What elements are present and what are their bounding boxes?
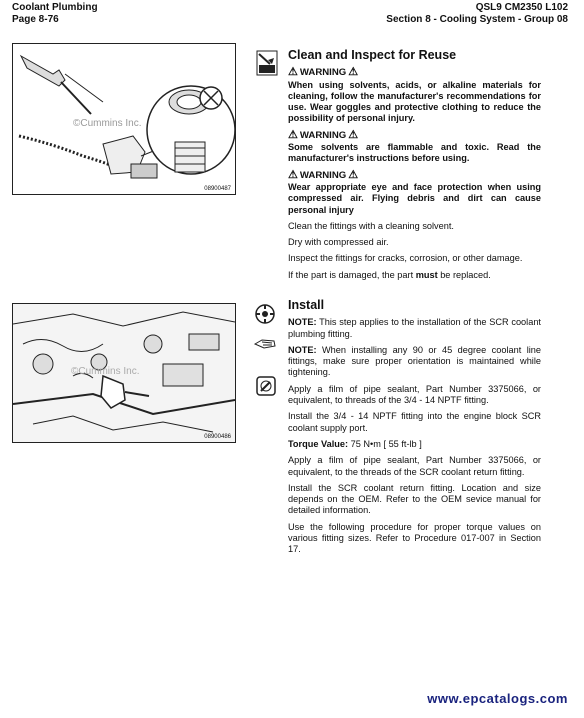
torque-wrench-icon <box>256 376 276 401</box>
header-section: Section 8 - Cooling System - Group 08 <box>386 14 568 25</box>
step-text: Install the SCR coolant return fitting. Location and size depends on the OEM. Refer to the OEM sevice manual for detailed information. <box>288 482 541 516</box>
clean-inspect-icon <box>256 50 278 81</box>
header-model: QSL9 CM2350 L102 <box>475 2 568 13</box>
figure2-watermark: ©Cummins Inc. <box>71 366 140 377</box>
step-text: Inspect the fittings for cracks, corrosion, or other damage. <box>288 253 523 264</box>
step-text: Use the following procedure for proper torque values on various fitting sizes. Refer to Procedure 017-007 in Section 17. <box>288 521 541 555</box>
install-wrench-icon <box>254 303 276 330</box>
section2-title: Install <box>288 298 325 312</box>
step-text: Apply a film of pipe sealant, Part Number 3375066, or equivalent, to the threads of the SCR coolant return fitting. <box>288 455 541 477</box>
warning-text: Wear appropriate eye and face protection when using compressed air. Flying debris and dirt can cause personal injury <box>288 181 541 215</box>
figure-install <box>12 303 236 443</box>
fitting-cleaning-illustration <box>13 44 235 194</box>
note-label: NOTE: <box>288 317 317 328</box>
step-text: Clean the fittings with a cleaning solvent. <box>288 220 454 231</box>
step-text: Dry with compressed air. <box>288 237 389 248</box>
step-text: Install the 3/4 - 14 NPTF fitting into the engine block SCR coolant supply port. <box>288 411 541 433</box>
note-paragraph <box>288 317 541 340</box>
warning-triangle-icon: ⚠ <box>288 168 298 181</box>
torque-amount: 75 N•m [ 55 ft-lb ] <box>348 438 422 449</box>
header-page-number: Page 8-76 <box>12 14 59 25</box>
header-title: Coolant Plumbing <box>12 2 98 13</box>
warning-triangle-icon: ⚠ <box>288 128 298 141</box>
note-label: NOTE: <box>288 344 317 355</box>
warning-text: Some solvents are flammable and toxic. Read the manufacturer's instructions before using. <box>288 142 541 164</box>
footer-url: www.epcatalogs.com <box>427 691 568 706</box>
note-hand-icon <box>254 337 276 355</box>
warning-heading <box>288 67 541 78</box>
section1-title: Clean and Inspect for Reuse <box>288 48 457 62</box>
warning-text: When using solvents, acids, or alkaline materials for cleaning, follow the manufacturer's recommendations for use. Wear goggles and protective clothing to reduce the possibility of personal injury. <box>288 79 541 124</box>
figure2-id: 08900486 <box>204 434 231 440</box>
warning-label: WARNING <box>299 67 347 79</box>
figure1-id: 08900487 <box>204 186 231 192</box>
replace-pre: If the part is damaged, the part <box>288 269 416 280</box>
torque-label: Torque Value: <box>288 438 349 449</box>
warning-triangle-icon: ⚠ <box>348 66 359 79</box>
warning-triangle-icon: ⚠ <box>348 128 359 141</box>
warning-heading <box>288 130 541 141</box>
replace-post: be replaced. <box>437 269 491 280</box>
page-header-left <box>12 2 98 26</box>
engine-block-illustration <box>13 304 235 442</box>
warning-heading <box>288 170 541 181</box>
replace-emphasis: must <box>415 269 438 280</box>
warning-label: WARNING <box>299 169 347 181</box>
warning-label: WARNING <box>299 129 347 141</box>
note-text: This step applies to the installation of the SCR coolant plumbing fitting. <box>288 317 541 339</box>
warning-triangle-icon: ⚠ <box>288 66 298 79</box>
note-text: When installing any 90 or 45 degree coolant line fittings, make sure proper orientation is maintained while tightening. <box>288 344 541 378</box>
warning-triangle-icon: ⚠ <box>348 168 359 181</box>
page-header-right <box>386 2 568 26</box>
section-clean-inspect <box>288 50 541 286</box>
section-install <box>288 300 541 561</box>
torque-value <box>288 439 541 450</box>
figure1-watermark: ©Cummins Inc. <box>73 118 142 129</box>
step-text: Apply a film of pipe sealant, Part Number 3375066, or equivalent, to threads of the 3/4 - 14 NPTF fitting. <box>288 383 541 406</box>
replace-instruction <box>288 270 541 281</box>
figure-clean-inspect <box>12 43 236 195</box>
note-paragraph <box>288 345 541 379</box>
